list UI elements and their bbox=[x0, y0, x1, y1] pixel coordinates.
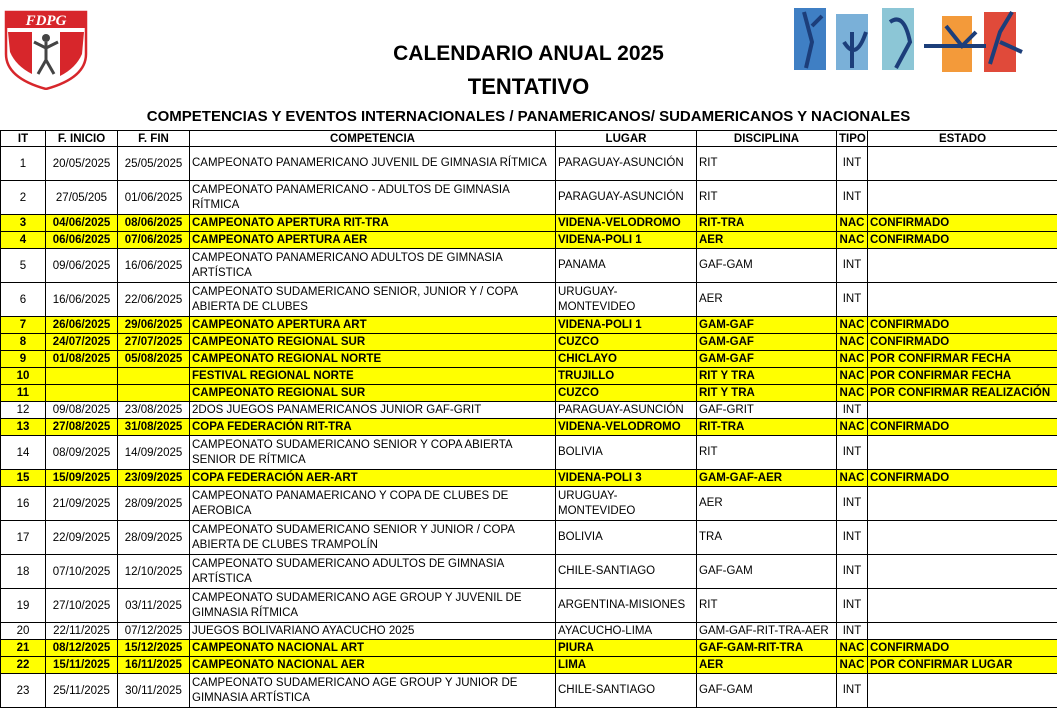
cell-venue: TRUJILLO bbox=[556, 368, 697, 385]
cell-status: POR CONFIRMAR FECHA bbox=[868, 368, 1057, 385]
cell-it: 8 bbox=[1, 334, 46, 351]
cell-end-date: 31/08/2025 bbox=[118, 419, 190, 436]
cell-end-date: 07/06/2025 bbox=[118, 232, 190, 249]
cell-end-date: 05/08/2025 bbox=[118, 351, 190, 368]
col-header: TIPO bbox=[837, 131, 868, 147]
cell-discipline: GAF-GRIT bbox=[697, 402, 837, 419]
table-row bbox=[1, 623, 1057, 640]
cell-venue: CUZCO bbox=[556, 385, 697, 402]
table-row bbox=[1, 351, 1057, 368]
cell-competition: CAMPEONATO APERTURA AER bbox=[190, 232, 556, 249]
cell-venue: VIDENA-POLI 1 bbox=[556, 232, 697, 249]
cell-status bbox=[868, 402, 1057, 419]
page-subtitle: TENTATIVO bbox=[467, 74, 590, 99]
cell-venue: PANAMA bbox=[556, 249, 697, 283]
cell-type: INT bbox=[837, 521, 868, 555]
cell-venue: BOLIVIA bbox=[556, 521, 697, 555]
cell-discipline: RIT-TRA bbox=[697, 419, 837, 436]
cell-discipline: RIT bbox=[697, 147, 837, 181]
cell-venue: PARAGUAY-ASUNCIÓN bbox=[556, 402, 697, 419]
cell-status: CONFIRMADO bbox=[868, 334, 1057, 351]
cell-it: 1 bbox=[1, 147, 46, 181]
table-row bbox=[1, 674, 1057, 708]
table-row bbox=[1, 283, 1057, 317]
table-row bbox=[1, 368, 1057, 385]
cell-start-date: 27/08/2025 bbox=[46, 419, 118, 436]
cell-discipline: AER bbox=[697, 232, 837, 249]
cell-type: INT bbox=[837, 623, 868, 640]
cell-competition: CAMPEONATO SUDAMERICANO SENIOR, JUNIOR Y / COPA ABIERTA DE CLUBES bbox=[190, 283, 556, 317]
cell-discipline: RIT Y TRA bbox=[697, 385, 837, 402]
table-row bbox=[1, 215, 1057, 232]
cell-start-date: 27/05/205 bbox=[46, 181, 118, 215]
cell-it: 3 bbox=[1, 215, 46, 232]
cell-competition: CAMPEONATO SUDAMERICANO ADULTOS DE GIMNASIA ARTÍSTICA bbox=[190, 555, 556, 589]
cell-discipline: GAF-GAM bbox=[697, 249, 837, 283]
cell-competition: CAMPEONATO PANAMAERICANO Y COPA DE CLUBES DE AEROBICA bbox=[190, 487, 556, 521]
cell-end-date: 03/11/2025 bbox=[118, 589, 190, 623]
cell-discipline: RIT-TRA bbox=[697, 215, 837, 232]
cell-discipline: GAF-GAM bbox=[697, 555, 837, 589]
cell-competition: COPA FEDERACIÓN RIT-TRA bbox=[190, 419, 556, 436]
cell-end-date: 07/12/2025 bbox=[118, 623, 190, 640]
cell-discipline: RIT bbox=[697, 589, 837, 623]
cell-status bbox=[868, 487, 1057, 521]
cell-competition: CAMPEONATO SUDAMERICANO SENIOR Y COPA ABIERTA SENIOR DE RÍTMICA bbox=[190, 436, 556, 470]
cell-it: 13 bbox=[1, 419, 46, 436]
cell-end-date: 12/10/2025 bbox=[118, 555, 190, 589]
cell-type: INT bbox=[837, 402, 868, 419]
cell-competition: CAMPEONATO PANAMERICANO - ADULTOS DE GIMNASIA RÍTMICA bbox=[190, 181, 556, 215]
cell-discipline: RIT Y TRA bbox=[697, 368, 837, 385]
cell-venue: VIDENA-POLI 1 bbox=[556, 317, 697, 334]
cell-discipline: AER bbox=[697, 487, 837, 521]
table-row bbox=[1, 521, 1057, 555]
cell-start-date: 22/09/2025 bbox=[46, 521, 118, 555]
table-row bbox=[1, 334, 1057, 351]
cell-start-date: 09/08/2025 bbox=[46, 402, 118, 419]
cell-it: 12 bbox=[1, 402, 46, 419]
cell-start-date bbox=[46, 385, 118, 402]
cell-competition: COPA FEDERACIÓN AER-ART bbox=[190, 470, 556, 487]
cell-start-date: 15/09/2025 bbox=[46, 470, 118, 487]
cell-it: 19 bbox=[1, 589, 46, 623]
cell-end-date: 27/07/2025 bbox=[118, 334, 190, 351]
cell-discipline: AER bbox=[697, 657, 837, 674]
table-row bbox=[1, 470, 1057, 487]
cell-type: NAC bbox=[837, 470, 868, 487]
cell-status: CONFIRMADO bbox=[868, 640, 1057, 657]
cell-end-date: 16/06/2025 bbox=[118, 249, 190, 283]
cell-status bbox=[868, 283, 1057, 317]
cell-competition: CAMPEONATO NACIONAL ART bbox=[190, 640, 556, 657]
table-row bbox=[1, 249, 1057, 283]
cell-venue: CHILE-SANTIAGO bbox=[556, 555, 697, 589]
cell-end-date bbox=[118, 368, 190, 385]
cell-venue: URUGUAY-MONTEVIDEO bbox=[556, 283, 697, 317]
cell-type: NAC bbox=[837, 368, 868, 385]
cell-start-date: 08/12/2025 bbox=[46, 640, 118, 657]
cell-discipline: AER bbox=[697, 283, 837, 317]
cell-competition: CAMPEONATO APERTURA ART bbox=[190, 317, 556, 334]
cell-status: POR CONFIRMAR REALIZACIÓN bbox=[868, 385, 1057, 402]
cell-end-date: 25/05/2025 bbox=[118, 147, 190, 181]
cell-discipline: TRA bbox=[697, 521, 837, 555]
cell-start-date: 08/09/2025 bbox=[46, 436, 118, 470]
cell-competition: CAMPEONATO REGIONAL SUR bbox=[190, 334, 556, 351]
table-header-row bbox=[1, 131, 1057, 147]
cell-type: NAC bbox=[837, 657, 868, 674]
cell-start-date: 27/10/2025 bbox=[46, 589, 118, 623]
cell-it: 2 bbox=[1, 181, 46, 215]
cell-venue: BOLIVIA bbox=[556, 436, 697, 470]
cell-type: NAC bbox=[837, 640, 868, 657]
cell-discipline: GAM-GAF bbox=[697, 317, 837, 334]
cell-start-date: 01/08/2025 bbox=[46, 351, 118, 368]
cell-it: 18 bbox=[1, 555, 46, 589]
cell-it: 21 bbox=[1, 640, 46, 657]
table-row bbox=[1, 181, 1057, 215]
cell-discipline: GAM-GAF bbox=[697, 351, 837, 368]
cell-start-date: 26/06/2025 bbox=[46, 317, 118, 334]
cell-status bbox=[868, 249, 1057, 283]
cell-venue: CHICLAYO bbox=[556, 351, 697, 368]
cell-start-date: 16/06/2025 bbox=[46, 283, 118, 317]
cell-start-date: 15/11/2025 bbox=[46, 657, 118, 674]
cell-venue: CHILE-SANTIAGO bbox=[556, 674, 697, 708]
logo-text: FDPG bbox=[25, 13, 67, 29]
cell-discipline: GAM-GAF bbox=[697, 334, 837, 351]
col-header: LUGAR bbox=[556, 131, 697, 147]
title-block bbox=[0, 42, 1057, 66]
cell-discipline: GAM-GAF-RIT-TRA-AER bbox=[697, 623, 837, 640]
cell-start-date: 06/06/2025 bbox=[46, 232, 118, 249]
cell-competition: CAMPEONATO REGIONAL SUR bbox=[190, 385, 556, 402]
table-row bbox=[1, 317, 1057, 334]
cell-venue: CUZCO bbox=[556, 334, 697, 351]
cell-it: 17 bbox=[1, 521, 46, 555]
cell-venue: PARAGUAY-ASUNCIÓN bbox=[556, 181, 697, 215]
cell-it: 16 bbox=[1, 487, 46, 521]
cell-it: 4 bbox=[1, 232, 46, 249]
cell-end-date: 14/09/2025 bbox=[118, 436, 190, 470]
cell-type: NAC bbox=[837, 232, 868, 249]
cell-venue: VIDENA-POLI 3 bbox=[556, 470, 697, 487]
cell-competition: CAMPEONATO PANAMERICANO JUVENIL DE GIMNASIA RÍTMICA bbox=[190, 147, 556, 181]
cell-status bbox=[868, 623, 1057, 640]
cell-discipline: GAF-GAM-RIT-TRA bbox=[697, 640, 837, 657]
cell-it: 11 bbox=[1, 385, 46, 402]
cell-it: 9 bbox=[1, 351, 46, 368]
table-row bbox=[1, 419, 1057, 436]
cell-start-date: 09/06/2025 bbox=[46, 249, 118, 283]
cell-venue: PARAGUAY-ASUNCIÓN bbox=[556, 147, 697, 181]
cell-status bbox=[868, 436, 1057, 470]
table-row bbox=[1, 487, 1057, 521]
cell-end-date: 01/06/2025 bbox=[118, 181, 190, 215]
col-header: IT bbox=[1, 131, 46, 147]
cell-competition: CAMPEONATO SUDAMERICANO AGE GROUP Y JUNIOR DE GIMNASIA ARTÍSTICA bbox=[190, 674, 556, 708]
cell-discipline: GAF-GAM bbox=[697, 674, 837, 708]
cell-status: CONFIRMADO bbox=[868, 419, 1057, 436]
cell-end-date: 08/06/2025 bbox=[118, 215, 190, 232]
cell-venue: VIDENA-VELODROMO bbox=[556, 215, 697, 232]
cell-type: NAC bbox=[837, 419, 868, 436]
cell-status bbox=[868, 589, 1057, 623]
col-header: DISCIPLINA bbox=[697, 131, 837, 147]
cell-competition: CAMPEONATO SUDAMERICANO SENIOR Y JUNIOR / COPA ABIERTA DE CLUBES TRAMPOLÍN bbox=[190, 521, 556, 555]
disciplines-logo bbox=[786, 2, 1030, 78]
cell-end-date: 23/08/2025 bbox=[118, 402, 190, 419]
table-row bbox=[1, 385, 1057, 402]
cell-type: INT bbox=[837, 674, 868, 708]
cell-end-date bbox=[118, 385, 190, 402]
table-body bbox=[1, 147, 1057, 708]
cell-type: NAC bbox=[837, 317, 868, 334]
table-row bbox=[1, 640, 1057, 657]
cell-end-date: 30/11/2025 bbox=[118, 674, 190, 708]
cell-venue: VIDENA-VELODROMO bbox=[556, 419, 697, 436]
col-header: ESTADO bbox=[868, 131, 1057, 147]
cell-type: INT bbox=[837, 555, 868, 589]
cell-competition: CAMPEONATO PANAMERICANO ADULTOS DE GIMNASIA ARTÍSTICA bbox=[190, 249, 556, 283]
cell-status bbox=[868, 521, 1057, 555]
cell-start-date: 21/09/2025 bbox=[46, 487, 118, 521]
cell-status bbox=[868, 181, 1057, 215]
cell-start-date bbox=[46, 368, 118, 385]
page-title: CALENDARIO ANUAL 2025 bbox=[393, 42, 664, 65]
cell-start-date: 25/11/2025 bbox=[46, 674, 118, 708]
cell-end-date: 15/12/2025 bbox=[118, 640, 190, 657]
cell-competition: FESTIVAL REGIONAL NORTE bbox=[190, 368, 556, 385]
cell-venue: LIMA bbox=[556, 657, 697, 674]
cell-type: NAC bbox=[837, 334, 868, 351]
section-heading: COMPETENCIAS Y EVENTOS INTERNACIONALES / PANAMERICANOS/ SUDAMERICANOS Y NACIONALES bbox=[146, 108, 911, 125]
cell-type: INT bbox=[837, 181, 868, 215]
cell-start-date: 07/10/2025 bbox=[46, 555, 118, 589]
cell-discipline: RIT bbox=[697, 436, 837, 470]
cell-status: POR CONFIRMAR LUGAR bbox=[868, 657, 1057, 674]
cell-status bbox=[868, 674, 1057, 708]
cell-type: INT bbox=[837, 436, 868, 470]
cell-type: INT bbox=[837, 589, 868, 623]
col-header: COMPETENCIA bbox=[190, 131, 556, 147]
cell-competition: CAMPEONATO APERTURA RIT-TRA bbox=[190, 215, 556, 232]
cell-end-date: 28/09/2025 bbox=[118, 487, 190, 521]
cell-start-date: 04/06/2025 bbox=[46, 215, 118, 232]
cell-it: 20 bbox=[1, 623, 46, 640]
table-row bbox=[1, 232, 1057, 249]
cell-competition: 2DOS JUEGOS PANAMERICANOS JUNIOR GAF-GRIT bbox=[190, 402, 556, 419]
cell-discipline: GAM-GAF-AER bbox=[697, 470, 837, 487]
cell-venue: ARGENTINA-MISIONES bbox=[556, 589, 697, 623]
cell-type: INT bbox=[837, 283, 868, 317]
cell-venue: URUGUAY-MONTEVIDEO bbox=[556, 487, 697, 521]
cell-start-date: 20/05/2025 bbox=[46, 147, 118, 181]
cell-it: 23 bbox=[1, 674, 46, 708]
table-row bbox=[1, 402, 1057, 419]
cell-type: NAC bbox=[837, 215, 868, 232]
cell-venue: PIURA bbox=[556, 640, 697, 657]
cell-status: CONFIRMADO bbox=[868, 215, 1057, 232]
cell-competition: JUEGOS BOLIVARIANO AYACUCHO 2025 bbox=[190, 623, 556, 640]
cell-end-date: 28/09/2025 bbox=[118, 521, 190, 555]
col-header: F. FIN bbox=[118, 131, 190, 147]
calendar-table bbox=[0, 130, 1057, 708]
cell-status bbox=[868, 147, 1057, 181]
cell-type: NAC bbox=[837, 385, 868, 402]
cell-competition: CAMPEONATO REGIONAL NORTE bbox=[190, 351, 556, 368]
cell-status: POR CONFIRMAR FECHA bbox=[868, 351, 1057, 368]
cell-competition: CAMPEONATO SUDAMERICANO AGE GROUP Y JUVENIL DE GIMNASIA RÍTMICA bbox=[190, 589, 556, 623]
cell-status: CONFIRMADO bbox=[868, 317, 1057, 334]
cell-it: 14 bbox=[1, 436, 46, 470]
cell-it: 15 bbox=[1, 470, 46, 487]
cell-it: 6 bbox=[1, 283, 46, 317]
cell-it: 5 bbox=[1, 249, 46, 283]
cell-venue: AYACUCHO-LIMA bbox=[556, 623, 697, 640]
table-row bbox=[1, 436, 1057, 470]
cell-end-date: 22/06/2025 bbox=[118, 283, 190, 317]
cell-type: INT bbox=[837, 249, 868, 283]
cell-start-date: 22/11/2025 bbox=[46, 623, 118, 640]
cell-status: CONFIRMADO bbox=[868, 232, 1057, 249]
table-row bbox=[1, 657, 1057, 674]
cell-it: 10 bbox=[1, 368, 46, 385]
cell-type: INT bbox=[837, 147, 868, 181]
col-header: F. INICIO bbox=[46, 131, 118, 147]
table-row bbox=[1, 147, 1057, 181]
cell-end-date: 23/09/2025 bbox=[118, 470, 190, 487]
cell-end-date: 16/11/2025 bbox=[118, 657, 190, 674]
cell-type: NAC bbox=[837, 351, 868, 368]
cell-status: CONFIRMADO bbox=[868, 470, 1057, 487]
cell-discipline: RIT bbox=[697, 181, 837, 215]
cell-it: 22 bbox=[1, 657, 46, 674]
cell-end-date: 29/06/2025 bbox=[118, 317, 190, 334]
cell-competition: CAMPEONATO NACIONAL AER bbox=[190, 657, 556, 674]
cell-status bbox=[868, 555, 1057, 589]
table-row bbox=[1, 555, 1057, 589]
cell-type: INT bbox=[837, 487, 868, 521]
table-row bbox=[1, 589, 1057, 623]
cell-start-date: 24/07/2025 bbox=[46, 334, 118, 351]
cell-it: 7 bbox=[1, 317, 46, 334]
